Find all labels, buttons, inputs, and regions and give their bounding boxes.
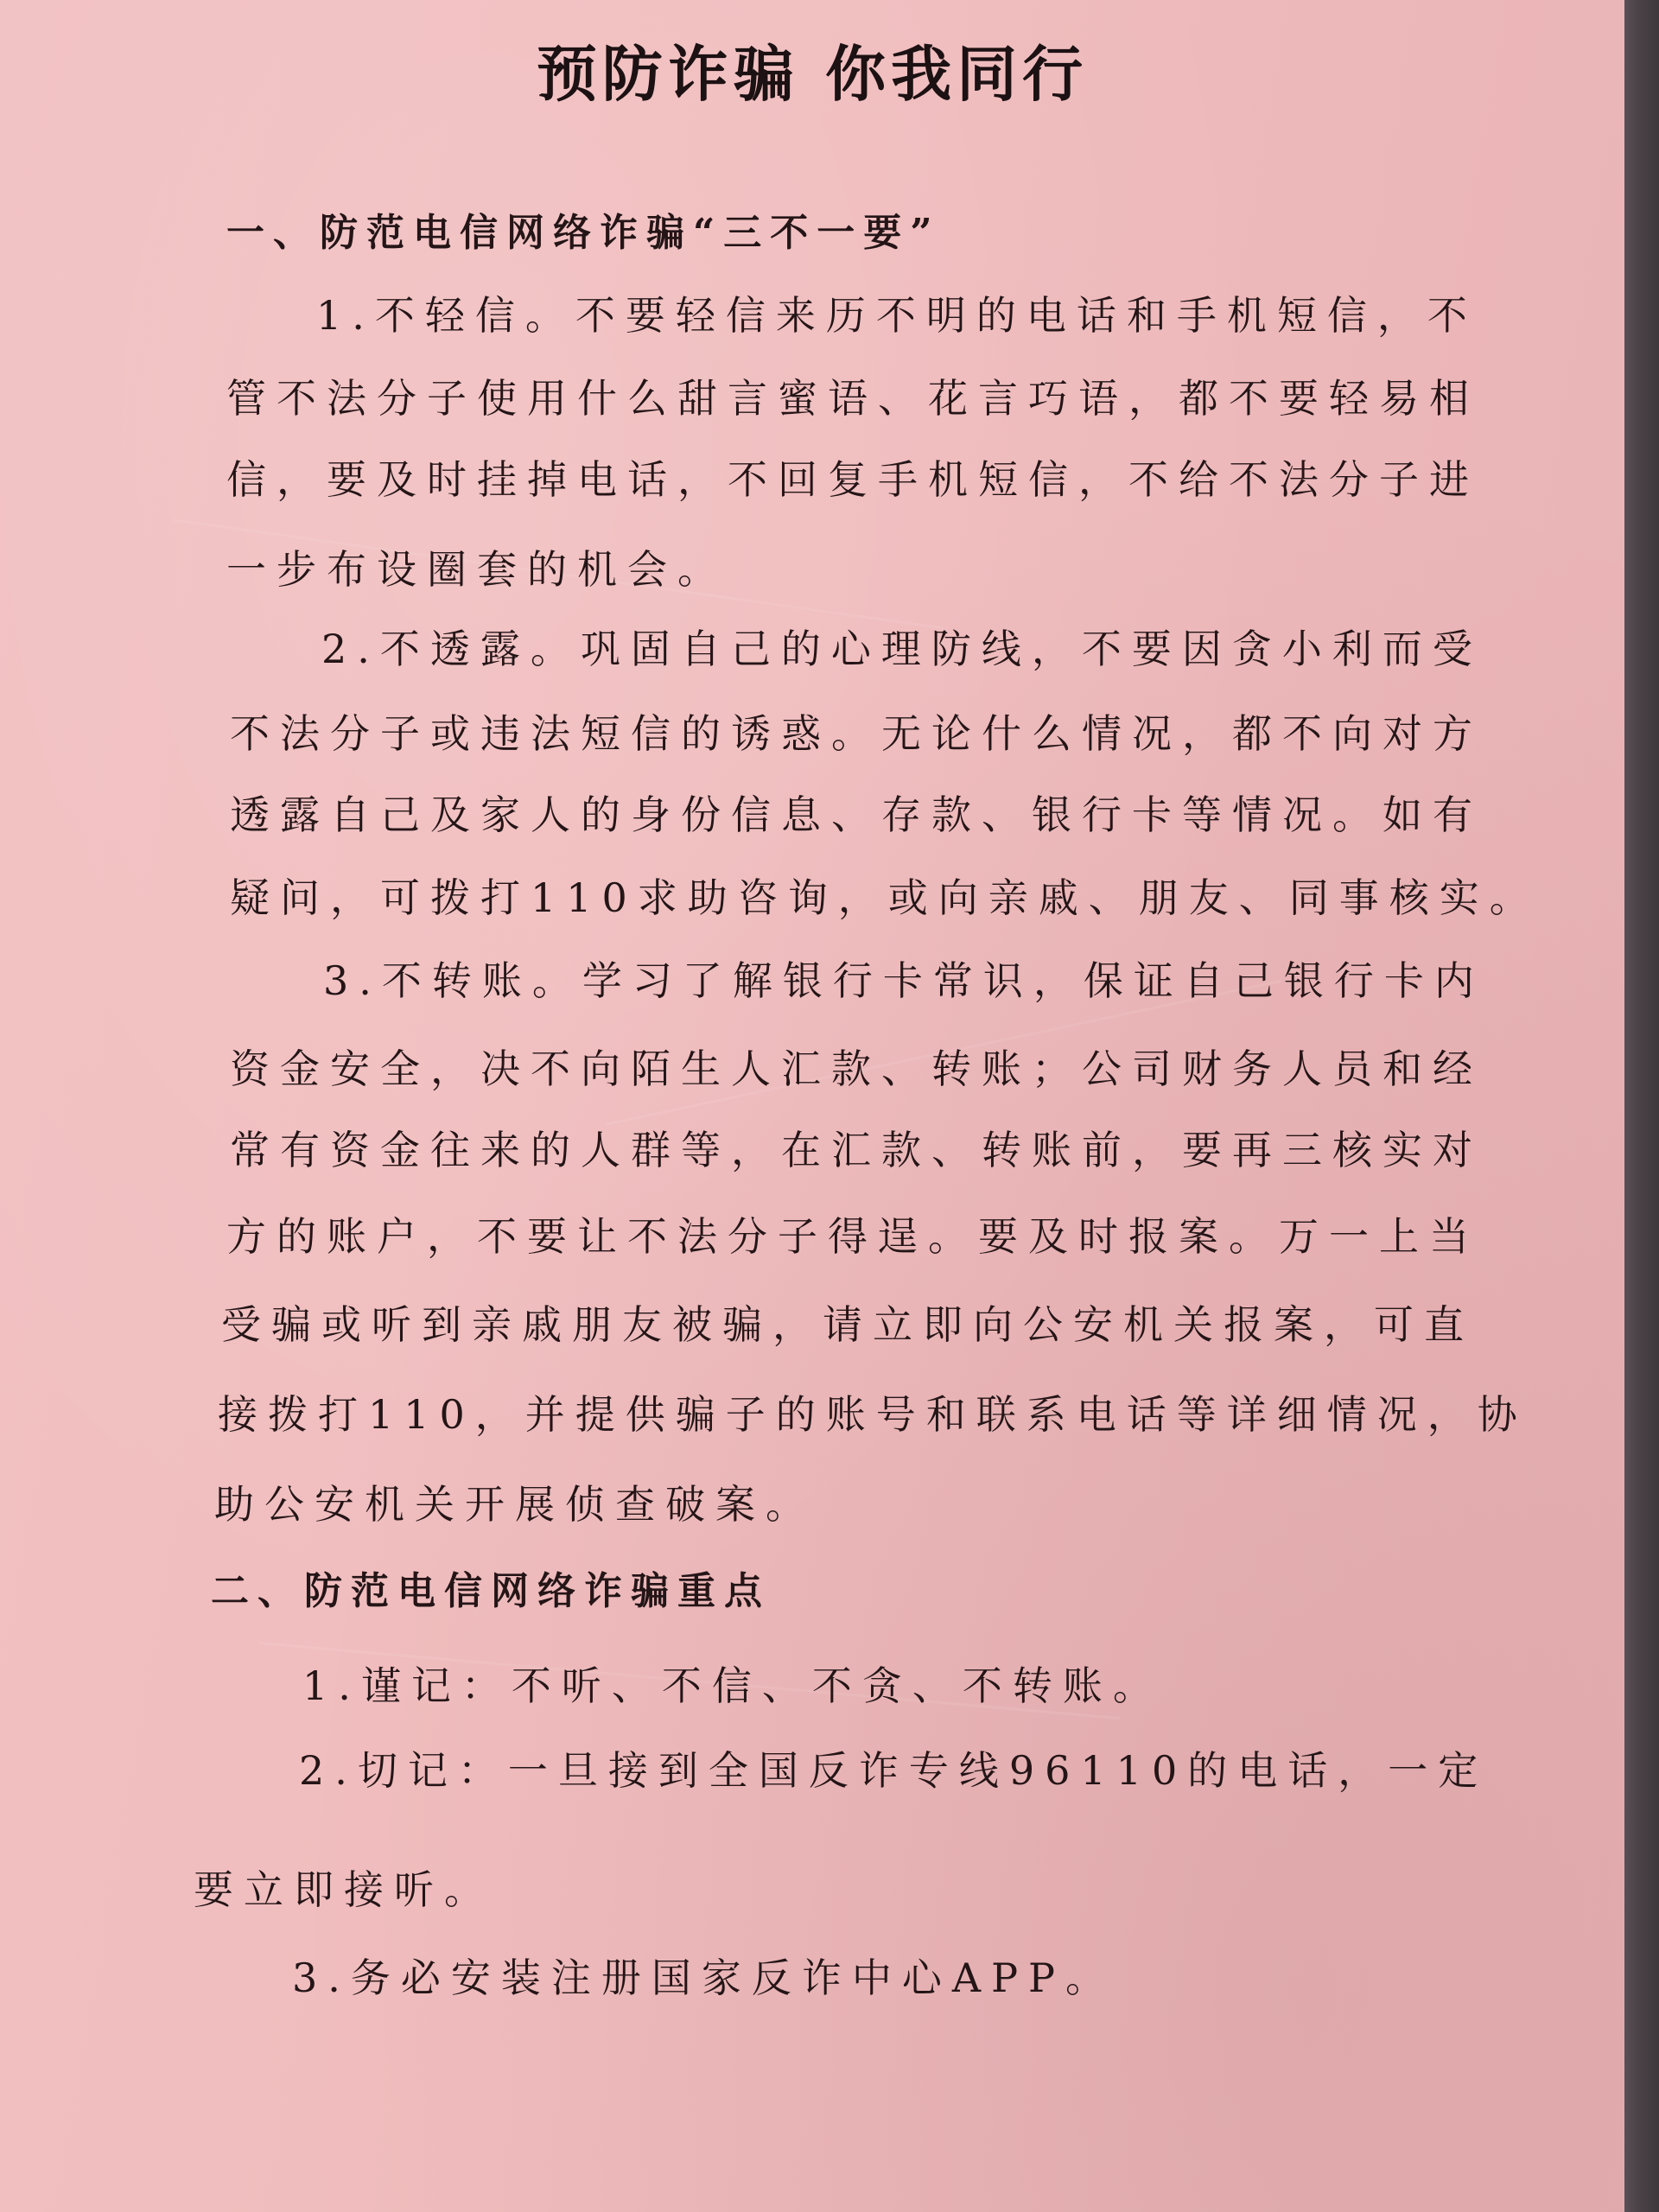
section-2-line: 2.切记：一旦接到全国反诈专线96110的电话，一定 xyxy=(299,1747,1489,1794)
section-1-line: 管不法分子使用什么甜言蜜语、花言巧语，都不要轻易相 xyxy=(226,375,1479,422)
section-1-line: 3.不转账。学习了解银行卡常识，保证自己银行卡内 xyxy=(323,957,1484,1004)
section-1-line: 助公安机关开展侦查破案。 xyxy=(214,1481,816,1528)
section-1-line: 透露自己及家人的身份信息、存款、银行卡等情况。如有 xyxy=(230,791,1483,838)
section-2-line: 3.务必安装注册国家反诈中心APP。 xyxy=(292,1955,1116,2001)
section-1-line: 信，要及时挂掉电话，不回复手机短信，不给不法分子进 xyxy=(226,456,1479,503)
section-2-line: 要立即接听。 xyxy=(194,1866,494,1913)
section-1-heading: 一、防范电信网络诈骗“三不一要” xyxy=(226,211,941,255)
section-2-heading: 二、防范电信网络诈骗重点 xyxy=(211,1569,771,1613)
section-2-line: 1.谨记：不听、不信、不贪、不转账。 xyxy=(302,1662,1163,1709)
section-1-line: 受骗或听到亲戚朋友被骗，请立即向公安机关报案，可直 xyxy=(221,1301,1474,1348)
section-1-line: 常有资金往来的人群等，在汇款、转账前，要再三核实对 xyxy=(230,1127,1483,1173)
section-1-line: 疑问，可拨打110求助咨询，或向亲戚、朋友、同事核实。 xyxy=(230,874,1540,921)
section-1-line: 2.不透露。巩固自己的心理防线，不要因贪小利而受 xyxy=(321,626,1483,672)
section-1-line: 一步布设圈套的机会。 xyxy=(226,546,728,593)
section-1-line: 接拨打110，并提供骗子的账号和联系电话等详细情况，协 xyxy=(218,1391,1528,1438)
document-title: 预防诈骗 你我同行 xyxy=(536,38,1089,110)
section-1-line: 1.不轻信。不要轻信来历不明的电话和手机短信，不 xyxy=(316,292,1478,339)
section-1-line: 资金安全，决不向陌生人汇款、转账；公司财务人员和经 xyxy=(230,1046,1483,1092)
section-1-line: 不法分子或违法短信的诱惑。无论什么情况，都不向对方 xyxy=(230,710,1483,757)
section-1-line: 方的账户，不要让不法分子得逞。要及时报案。万一上当 xyxy=(226,1213,1479,1260)
